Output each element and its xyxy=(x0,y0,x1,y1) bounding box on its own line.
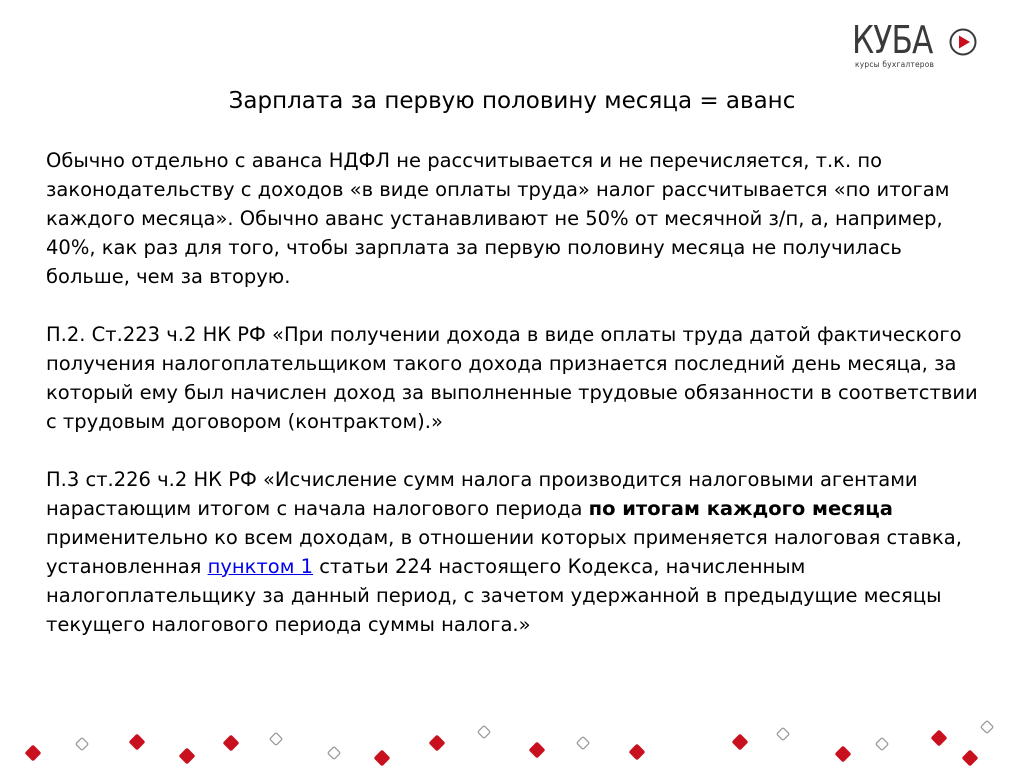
logo xyxy=(852,16,984,74)
document-body xyxy=(46,146,986,668)
red-diamond-icon xyxy=(374,750,391,767)
red-diamond-icon xyxy=(629,744,646,761)
article-226-text-start: П.3 ст.226 ч.2 НК РФ «Исчисление сумм налога производится налоговыми агентами нарастающим итогом с начала налогового периода xyxy=(46,468,918,520)
red-diamond-icon xyxy=(732,734,749,751)
link-clause-1[interactable]: пунктом 1 xyxy=(207,555,314,578)
play-icon xyxy=(948,27,978,57)
outline-diamond-icon xyxy=(777,728,790,741)
outline-diamond-icon xyxy=(328,747,341,760)
bold-monthly-totals: по итогам каждого месяца xyxy=(588,497,893,520)
paragraph-article-226 xyxy=(46,465,986,639)
paragraph-advance-ndfl: Обычно отдельно с аванса НДФЛ не рассчитывается и не перечисляется, т.к. по законодательству с доходов «в виде оплаты труда» налог рассчитывается «по итогам каждого месяца». Обычно аванс устанавливают не 50% от месячной з/п, а, например, 40%, как раз для того, чтобы зарплата за первую половину месяца не получилась больше, чем за вторую. xyxy=(46,149,950,288)
outline-diamond-icon xyxy=(577,737,590,750)
outline-diamond-icon xyxy=(76,738,89,751)
outline-diamond-icon xyxy=(478,726,491,739)
red-diamond-icon xyxy=(835,746,852,763)
outline-diamond-icon xyxy=(876,738,889,751)
outline-diamond-icon xyxy=(270,733,283,746)
paragraph-article-223: П.2. Ст.223 ч.2 НК РФ «При получении дохода в виде оплаты труда датой фактического получения налогоплательщиком такого дохода признается последний день месяца, за который ему был начислен доход за выполненные трудовые обязанности в соответствии с трудовым договором (контрактом).» xyxy=(46,323,978,433)
article-226-text-middle: применительно ко всем доходам, в отношении которых применяется налоговая ставка, установленная xyxy=(46,526,962,578)
article-226-text-end: статьи 224 настоящего Кодекса, начисленным налогоплательщику за данный период, с зачетом удержанной в предыдущие месяцы текущего налогового периода суммы налога.» xyxy=(46,555,942,636)
red-diamond-icon xyxy=(429,735,446,752)
red-diamond-icon xyxy=(962,750,979,767)
red-diamond-icon xyxy=(179,748,196,765)
outline-diamond-icon xyxy=(981,721,994,734)
logo-subtitle: курсы бухгалтеров xyxy=(855,60,935,69)
red-diamond-icon xyxy=(223,735,240,752)
decorative-pattern xyxy=(0,700,1024,768)
logo-wordmark: КУБА xyxy=(852,18,933,62)
red-diamond-icon xyxy=(931,730,948,747)
page-title: Зарплата за первую половину месяца = аванс xyxy=(228,88,796,114)
red-diamond-icon xyxy=(25,745,42,762)
red-diamond-icon xyxy=(529,742,546,759)
red-diamond-icon xyxy=(129,734,146,751)
